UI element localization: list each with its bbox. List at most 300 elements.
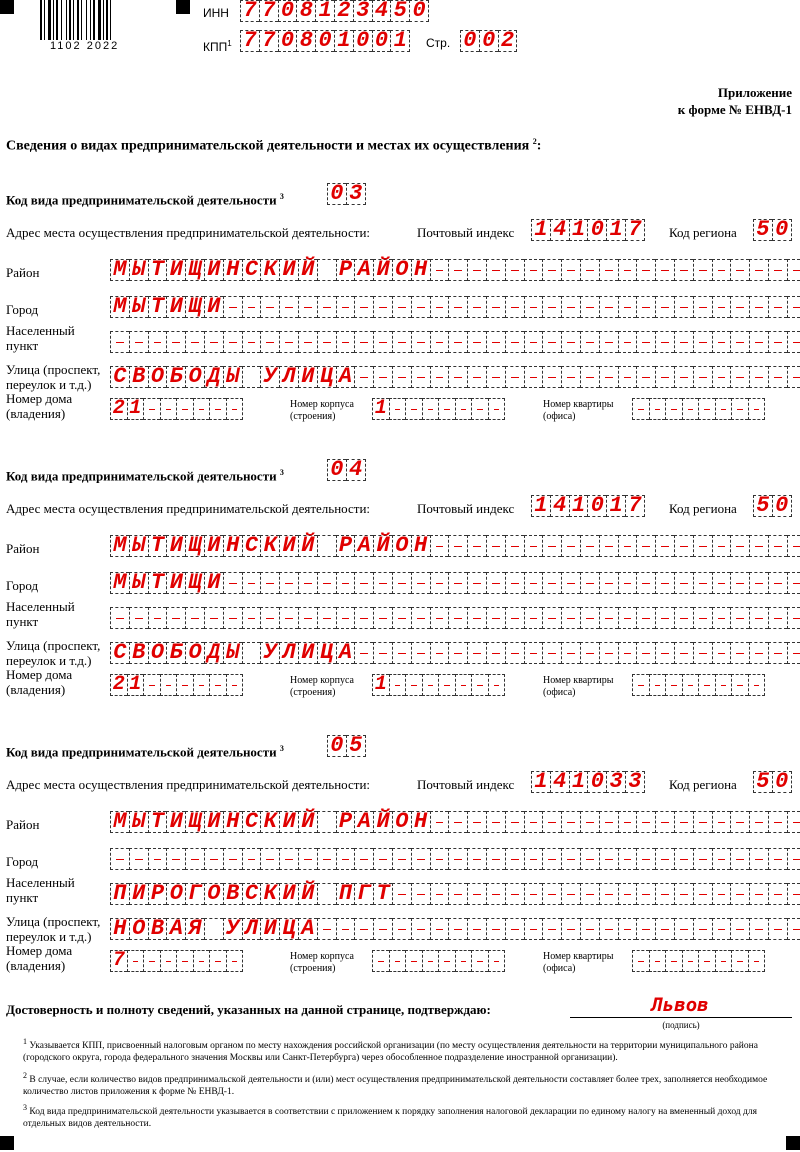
form-cell [698,950,715,972]
form-cell: 0 [409,0,429,22]
building-cells[interactable] [372,398,505,420]
form-cell: И [298,366,317,388]
form-cell: Ы [223,642,242,664]
form-cell [471,398,488,420]
street-label [6,638,100,668]
form-cell: М [110,259,129,281]
form-cell: 0 [587,771,606,793]
form-cell [279,331,298,353]
form-cell [226,674,244,696]
form-cell: И [279,535,298,557]
form-cell [486,535,505,557]
form-cell: 5 [390,0,409,22]
address-label: Адрес места осуществления предпринимательской деятельности: [6,225,371,240]
form-cell [768,331,787,353]
form-cell [505,642,524,664]
form-cell [674,259,693,281]
activity-code-cells[interactable] [327,459,366,481]
main-title-text: Сведения о видах предпринимательской деятельности и местах их осуществления [6,138,530,154]
form-cell [430,296,449,318]
form-cell [336,607,355,629]
street-cells[interactable] [110,918,800,940]
form-cell: Ц [279,918,298,940]
form-cell: Г [354,883,373,905]
building-label-line1: Номер корпуса [290,675,354,686]
form-cell [636,331,655,353]
form-cell: Т [148,535,167,557]
form-cell [682,950,699,972]
form-cell [471,674,488,696]
form-cell [693,642,712,664]
form-cell: В [129,366,148,388]
activity-code-label-text: Код вида предпринимательской деятельности [6,744,277,760]
form-cell [298,607,317,629]
form-cell: И [204,811,223,833]
form-cell [580,811,599,833]
form-cell: А [354,535,373,557]
activity-code-footnote-ref: 3 [279,192,284,201]
form-cell [542,642,561,664]
form-cell [148,331,167,353]
form-cell [373,642,392,664]
form-cell [636,918,655,940]
city-label [6,578,38,593]
form-cell [488,398,506,420]
form-cell [193,950,210,972]
form-cell: У [260,642,279,664]
region-label: Код региона [669,777,737,792]
barcode-bar [103,0,104,40]
form-cell [505,572,524,594]
apartment-label [543,399,614,423]
form-cell [373,607,392,629]
form-cell [354,848,373,870]
form-cell [411,848,430,870]
settlement-label-line2: пункт [6,890,39,905]
building-label-line2: (строения) [290,411,336,422]
form-cell [768,535,787,557]
form-cell [524,811,543,833]
house-cells[interactable] [110,950,243,972]
form-cell [649,674,666,696]
street-label-line2: переулок и т.д.) [6,653,92,668]
form-cell [298,331,317,353]
form-cell [298,848,317,870]
form-cell [542,366,561,388]
form-cell [392,366,411,388]
apartment-label-line2: (офиса) [543,411,576,422]
form-cell [636,259,655,281]
form-cell [636,883,655,905]
form-cell [636,366,655,388]
form-cell [166,607,185,629]
form-cell: 1 [606,219,625,241]
form-cell [542,811,561,833]
form-cell [524,366,543,388]
settlement-cells[interactable] [110,331,800,353]
apartment-cells[interactable] [632,398,765,420]
form-cell: 3 [353,0,372,22]
form-cell [599,848,618,870]
form-cell [787,642,800,664]
region-code-cells[interactable] [753,771,792,793]
form-cell [618,259,637,281]
apartment-label [543,675,614,699]
corner-marker-bottom-left [0,1136,14,1150]
form-cell [336,572,355,594]
apartment-cells[interactable] [632,674,765,696]
form-cell [655,259,674,281]
barcode-number: 1102 2022 [50,40,120,52]
form-cell [166,331,185,353]
page-cells[interactable] [460,30,517,52]
apartment-label-line1: Номер квартиры [543,951,614,962]
form-cell [712,811,731,833]
form-cell [317,918,336,940]
form-cell [143,950,160,972]
form-cell [712,883,731,905]
form-cell [279,572,298,594]
form-cell [580,572,599,594]
form-cell: В [148,918,167,940]
form-cell [618,642,637,664]
form-cell: Г [185,883,204,905]
street-cells[interactable] [110,642,800,664]
form-cell [730,366,749,388]
form-cell [193,398,210,420]
kpp-label [203,36,232,55]
form-cell [715,398,732,420]
form-cell [665,950,682,972]
street-cells[interactable] [110,366,800,388]
form-cell [411,331,430,353]
form-cell [749,331,768,353]
city-cells[interactable] [110,572,800,594]
form-cell [448,331,467,353]
form-cell [486,331,505,353]
settlement-label-line2: пункт [6,614,39,629]
postal-code-cells[interactable] [531,219,645,241]
form-cell: 0 [327,459,346,481]
house-label-line1: Номер дома [6,667,73,682]
form-cell [354,296,373,318]
form-cell [712,331,731,353]
form-cell [599,296,618,318]
form-cell [467,535,486,557]
form-cell: М [110,572,129,594]
form-cell [618,296,637,318]
form-cell [693,918,712,940]
form-cell [354,918,373,940]
form-cell [392,848,411,870]
apartment-label-line1: Номер квартиры [543,399,614,410]
form-cell: Н [411,811,430,833]
form-cell: Ы [129,296,148,318]
building-cells[interactable] [372,950,505,972]
house-label-line1: Номер дома [6,943,73,958]
form-cell: 4 [550,495,569,517]
form-cell: И [298,642,317,664]
form-cell [448,366,467,388]
form-cell [317,607,336,629]
signature[interactable]: Львов [651,994,709,1016]
form-cell [561,535,580,557]
form-cell: 4 [346,459,366,481]
form-cell [317,259,336,281]
form-cell: А [336,366,355,388]
form-cell [223,331,242,353]
form-cell [486,848,505,870]
corner-marker-top-left [0,0,14,14]
form-cell [392,572,411,594]
form-cell: С [110,642,129,664]
appendix-line2: к форме № ЕНВД-1 [677,102,792,117]
corner-marker-bottom-right [786,1136,800,1150]
form-cell [693,259,712,281]
form-cell: 3 [606,771,625,793]
form-cell [160,674,177,696]
barcode-bar [81,0,82,40]
building-label-line1: Номер корпуса [290,951,354,962]
district-label-line1: Район [6,541,40,556]
form-cell [505,259,524,281]
form-cell: П [110,883,129,905]
settlement-cells[interactable] [110,607,800,629]
form-cell [160,950,177,972]
district-cells[interactable] [110,535,800,557]
district-label [6,541,39,556]
form-cell [354,366,373,388]
form-cell: И [279,883,298,905]
building-cells[interactable] [372,674,505,696]
form-cell [110,848,129,870]
district-cells[interactable] [110,259,800,281]
barcode-bar [98,0,101,40]
form-cell: О [166,883,185,905]
form-cell: 1 [531,495,550,517]
form-cell [422,398,439,420]
form-cell [542,848,561,870]
form-cell [242,607,261,629]
form-cell [448,811,467,833]
form-cell [542,259,561,281]
form-cell: Ы [129,811,148,833]
form-cell: И [204,259,223,281]
barcode-bar [110,0,111,40]
form-cell [411,642,430,664]
form-cell [730,883,749,905]
house-cells[interactable] [110,674,243,696]
form-cell [749,296,768,318]
form-cell [712,572,731,594]
form-cell [636,811,655,833]
form-cell [748,398,766,420]
main-title [6,137,541,155]
form-cell [580,848,599,870]
form-cell [599,259,618,281]
form-cell: Т [148,296,167,318]
form-cell [580,642,599,664]
form-cell [636,848,655,870]
city-cells[interactable] [110,848,800,870]
form-cell [580,331,599,353]
form-cell [749,535,768,557]
form-cell [166,848,185,870]
form-cell [674,296,693,318]
form-cell [317,883,336,905]
form-cell [110,607,129,629]
form-cell: Р [148,883,167,905]
form-cell: 0 [278,30,297,52]
settlement-cells[interactable] [110,883,800,905]
form-cell [486,811,505,833]
form-cell [580,259,599,281]
form-cell: 0 [278,0,297,22]
activity-code-cells[interactable] [327,183,366,205]
house-cells[interactable] [110,398,243,420]
form-cell: Щ [185,811,204,833]
form-cell [649,950,666,972]
form-cell [693,883,712,905]
barcode [38,0,134,44]
inn-cells[interactable] [240,0,429,22]
form-cell [561,296,580,318]
form-cell [655,607,674,629]
street-label-line1: Улица (проспект, [6,914,101,929]
form-cell [524,918,543,940]
form-cell [731,398,748,420]
form-cell [768,366,787,388]
form-cell [185,848,204,870]
form-cell [749,642,768,664]
district-label [6,265,39,280]
form-cell [730,535,749,557]
form-cell [730,572,749,594]
region-code-cells[interactable] [753,495,792,517]
form-cell [665,674,682,696]
form-cell [389,674,406,696]
form-cell [354,331,373,353]
form-cell [242,366,261,388]
activity-code-label-text: Код вида предпринимательской деятельности [6,468,277,484]
activity-code-label-text: Код вида предпринимательской деятельности [6,192,277,208]
region-code-cells[interactable] [753,219,792,241]
form-cell [467,642,486,664]
form-cell: 0 [772,219,792,241]
form-cell: О [185,366,204,388]
form-cell [674,572,693,594]
form-cell [260,607,279,629]
form-cell: 1 [569,219,588,241]
kpp-label-text: КПП [203,40,228,54]
form-cell [632,674,649,696]
form-cell: 1 [569,771,588,793]
form-cell [505,535,524,557]
city-label [6,302,38,317]
form-cell: Н [411,259,430,281]
apartment-cells[interactable] [632,950,765,972]
form-cell: К [260,811,279,833]
form-cell [430,572,449,594]
form-cell: Щ [185,535,204,557]
building-label [290,951,354,975]
form-cell [204,331,223,353]
barcode-bar [56,0,58,40]
postal-label: Почтовый индекс [417,501,515,516]
form-cell [731,674,748,696]
main-title-colon: : [536,138,542,154]
form-cell [693,811,712,833]
form-cell [580,366,599,388]
form-cell: 0 [587,219,606,241]
form-cell [693,848,712,870]
postal-code-cells[interactable] [531,771,645,793]
region-label: Код региона [669,225,737,240]
form-cell: 5 [346,735,366,757]
city-cells[interactable] [110,296,800,318]
form-cell [655,331,674,353]
form-cell [505,331,524,353]
footnote-1-text: Указывается КПП, присвоенный налоговым органом по месту нахождения российской организации (по месту осуществления деятельности на территории муниципального района (городского округа, города федерального значения Москвы или Санкт-Петербурга) через обособленное подразделение иностранной организации). [23,1041,758,1064]
form-cell [373,572,392,594]
form-cell [599,918,618,940]
form-cell [748,674,766,696]
form-cell [561,366,580,388]
activity-code-cells[interactable] [327,735,366,757]
building-label-line2: (строения) [290,963,336,974]
form-cell [712,607,731,629]
form-cell [317,811,336,833]
district-cells[interactable] [110,811,800,833]
form-cell [730,607,749,629]
form-cell [749,572,768,594]
form-cell [542,296,561,318]
form-cell [298,296,317,318]
form-cell [422,950,439,972]
kpp-cells[interactable] [240,30,410,52]
form-cell [749,607,768,629]
form-cell [693,607,712,629]
form-cell: О [129,918,148,940]
form-cell [223,607,242,629]
form-cell [279,607,298,629]
activity-code-label [6,465,284,483]
barcode-bar [69,0,71,40]
barcode-bar [106,0,108,40]
form-cell [768,848,787,870]
form-cell [448,607,467,629]
form-cell [580,607,599,629]
form-cell [618,811,637,833]
form-cell: Щ [185,296,204,318]
form-cell [618,331,637,353]
form-cell [768,883,787,905]
form-cell [430,366,449,388]
form-cell [448,848,467,870]
form-cell [524,848,543,870]
form-cell [505,296,524,318]
form-cell [561,918,580,940]
form-cell [455,674,472,696]
postal-code-cells[interactable] [531,495,645,517]
form-cell [110,331,129,353]
form-cell [542,535,561,557]
signature-line [570,1017,792,1018]
form-cell [430,848,449,870]
footnote-2 [23,1070,783,1098]
form-cell [317,535,336,557]
form-cell: Й [298,535,317,557]
